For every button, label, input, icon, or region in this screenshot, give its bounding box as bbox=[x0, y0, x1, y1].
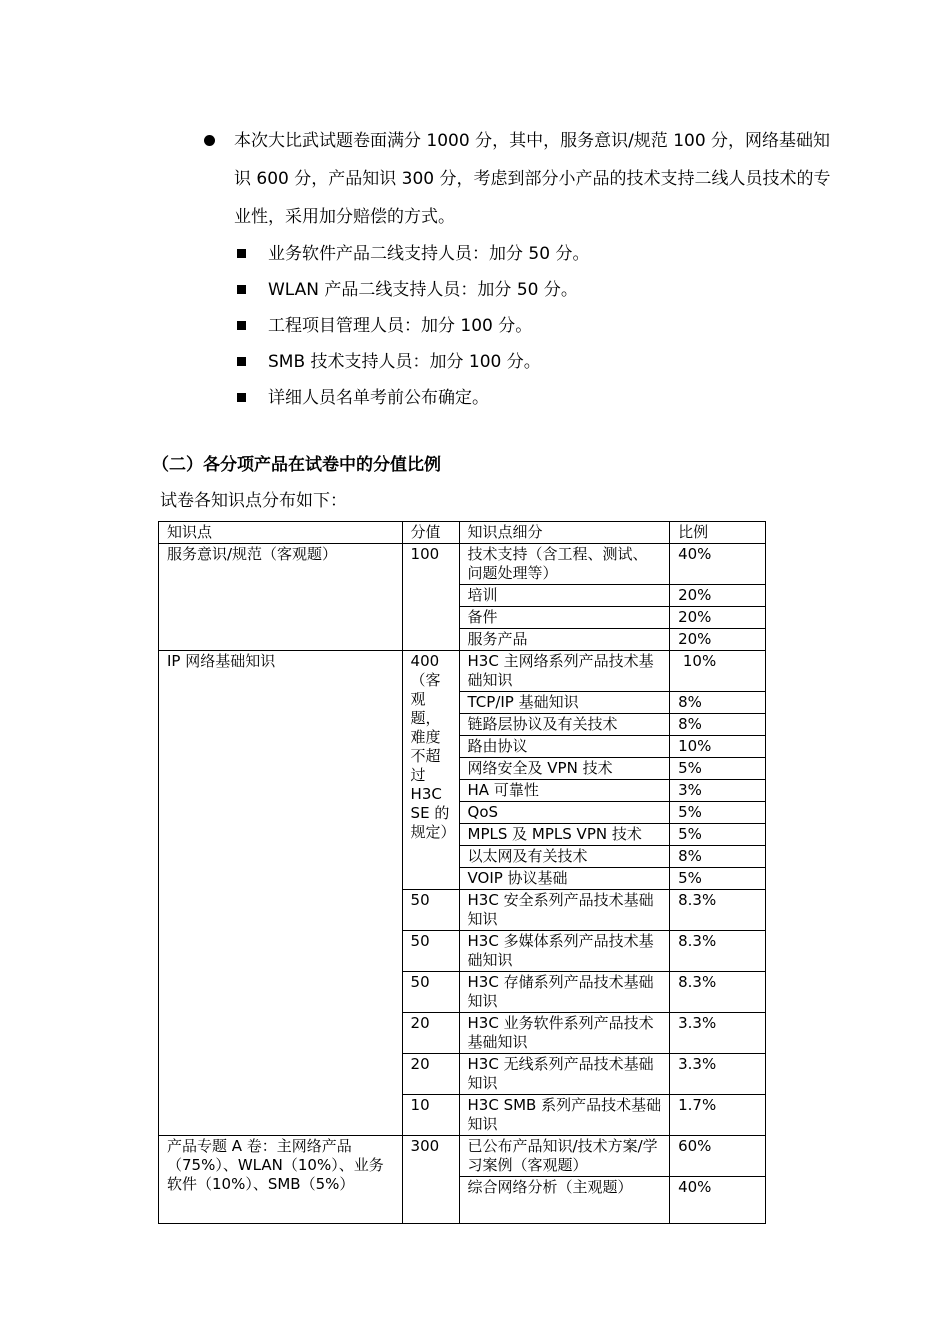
percent-cell: 40% bbox=[670, 1177, 766, 1224]
topic-cell: IP 网络基础知识 bbox=[159, 651, 403, 1136]
percent-cell: 10% bbox=[670, 736, 766, 758]
bonus-item bbox=[200, 380, 840, 416]
score-cell: 50 bbox=[402, 931, 459, 972]
percent-cell: 5% bbox=[670, 802, 766, 824]
table-row bbox=[159, 651, 766, 692]
knowledge-table bbox=[158, 521, 766, 1224]
percent-cell: 8.3% bbox=[670, 890, 766, 931]
subtopic-cell: H3C 无线系列产品技术基础知识 bbox=[459, 1054, 670, 1095]
bonus-item-text: 业务软件产品二线支持人员：加分 50 分。 bbox=[268, 244, 590, 264]
percent-cell: 20% bbox=[670, 607, 766, 629]
subtopic-cell: 已公布产品知识/技术方案/学习案例（客观题） bbox=[459, 1136, 670, 1177]
topic-cell: 产品专题 A 卷：主网络产品（75%）、WLAN（10%）、业务软件（10%）、SMB（5%） bbox=[159, 1136, 403, 1224]
subtopic-cell: 以太网及有关技术 bbox=[459, 846, 670, 868]
bonus-item-text: 工程项目管理人员：加分 100 分。 bbox=[268, 316, 533, 336]
subtopic-cell: 备件 bbox=[459, 607, 670, 629]
subtopic-cell: VOIP 协议基础 bbox=[459, 868, 670, 890]
subtopic-cell: H3C SMB 系列产品技术基础知识 bbox=[459, 1095, 670, 1136]
score-cell: 10 bbox=[402, 1095, 459, 1136]
percent-cell: 40% bbox=[670, 544, 766, 585]
square-bullet-icon bbox=[237, 357, 246, 366]
score-cell: 20 bbox=[402, 1013, 459, 1054]
bonus-item-text: 详细人员名单考前公布确定。 bbox=[268, 388, 489, 408]
square-bullet-icon bbox=[237, 393, 246, 402]
subtopic-cell: TCP/IP 基础知识 bbox=[459, 692, 670, 714]
square-bullet-icon bbox=[237, 249, 246, 258]
percent-cell: 10% bbox=[670, 651, 766, 692]
subtopic-cell: QoS bbox=[459, 802, 670, 824]
subtopic-cell: H3C 存储系列产品技术基础知识 bbox=[459, 972, 670, 1013]
table-intro: 试卷各知识点分布如下： bbox=[160, 491, 347, 511]
percent-cell: 20% bbox=[670, 629, 766, 651]
score-cell: 300 bbox=[402, 1136, 459, 1224]
percent-cell: 8% bbox=[670, 692, 766, 714]
subtopic-cell: H3C 业务软件系列产品技术基础知识 bbox=[459, 1013, 670, 1054]
score-cell: 20 bbox=[402, 1054, 459, 1095]
score-cell: 50 bbox=[402, 972, 459, 1013]
percent-cell: 8.3% bbox=[670, 931, 766, 972]
percent-cell: 3% bbox=[670, 780, 766, 802]
percent-cell: 5% bbox=[670, 758, 766, 780]
main-bullet bbox=[200, 122, 840, 236]
table-header-row bbox=[159, 522, 766, 544]
square-bullet-icon bbox=[237, 321, 246, 330]
bonus-list bbox=[200, 236, 840, 416]
topic-cell: 服务意识/规范（客观题） bbox=[159, 544, 403, 651]
bonus-item-text: SMB 技术支持人员：加分 100 分。 bbox=[268, 352, 541, 372]
subtopic-cell: 网络安全及 VPN 技术 bbox=[459, 758, 670, 780]
percent-cell: 20% bbox=[670, 585, 766, 607]
subtopic-cell: MPLS 及 MPLS VPN 技术 bbox=[459, 824, 670, 846]
percent-cell: 8.3% bbox=[670, 972, 766, 1013]
bonus-item bbox=[200, 344, 840, 380]
table-row bbox=[159, 544, 766, 585]
subtopic-cell: 综合网络分析（主观题） bbox=[459, 1177, 670, 1224]
percent-cell: 3.3% bbox=[670, 1013, 766, 1054]
header-cell: 知识点细分 bbox=[459, 522, 670, 544]
bonus-item-text: WLAN 产品二线支持人员：加分 50 分。 bbox=[268, 280, 578, 300]
subtopic-cell: 链路层协议及有关技术 bbox=[459, 714, 670, 736]
percent-cell: 60% bbox=[670, 1136, 766, 1177]
percent-cell: 8% bbox=[670, 714, 766, 736]
subtopic-cell: HA 可靠性 bbox=[459, 780, 670, 802]
bullet-dot-icon bbox=[204, 135, 215, 146]
percent-cell: 5% bbox=[670, 868, 766, 890]
percent-cell: 3.3% bbox=[670, 1054, 766, 1095]
scoring-intro bbox=[200, 122, 840, 416]
bonus-item bbox=[200, 272, 840, 308]
header-cell: 比例 bbox=[670, 522, 766, 544]
subtopic-cell: 路由协议 bbox=[459, 736, 670, 758]
score-cell: 400（客观题，难度不超过 H3C SE 的规定） bbox=[402, 651, 459, 890]
table-row bbox=[159, 1136, 766, 1177]
subtopic-cell: 服务产品 bbox=[459, 629, 670, 651]
subtopic-cell: H3C 多媒体系列产品技术基础知识 bbox=[459, 931, 670, 972]
percent-cell: 1.7% bbox=[670, 1095, 766, 1136]
bonus-item bbox=[200, 308, 840, 344]
subtopic-cell: 技术支持（含工程、测试、问题处理等） bbox=[459, 544, 670, 585]
bonus-item bbox=[200, 236, 840, 272]
main-bullet-text: 本次大比武试题卷面满分 1000 分，其中，服务意识/规范 100 分，网络基础知识 600 分，产品知识 300 分，考虑到部分小产品的技术支持二线人员技术的专业性，采用加分赔偿的方式。 bbox=[234, 131, 831, 227]
square-bullet-icon bbox=[237, 285, 246, 294]
section-title: （二）各分项产品在试卷中的分值比例 bbox=[152, 455, 441, 475]
header-cell: 分值 bbox=[402, 522, 459, 544]
score-cell: 100 bbox=[402, 544, 459, 651]
header-cell: 知识点 bbox=[159, 522, 403, 544]
score-cell: 50 bbox=[402, 890, 459, 931]
subtopic-cell: 培训 bbox=[459, 585, 670, 607]
percent-cell: 5% bbox=[670, 824, 766, 846]
percent-cell: 8% bbox=[670, 846, 766, 868]
subtopic-cell: H3C 安全系列产品技术基础知识 bbox=[459, 890, 670, 931]
subtopic-cell: H3C 主网络系列产品技术基础知识 bbox=[459, 651, 670, 692]
